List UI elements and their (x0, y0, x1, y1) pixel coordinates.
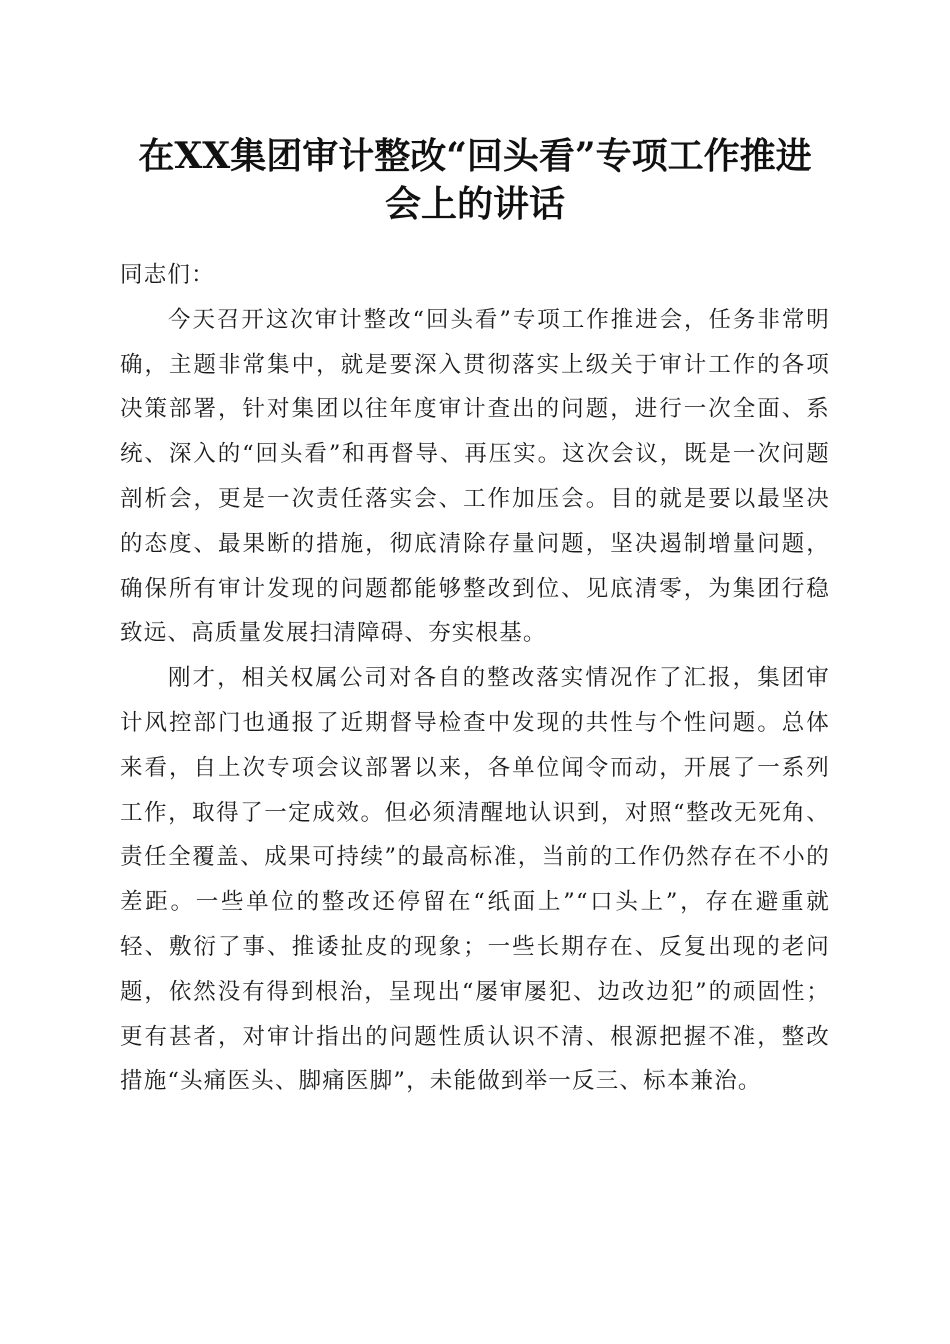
document-body (120, 253, 830, 1104)
salutation: 同志们： (120, 262, 215, 288)
title-line-1: 在XX集团审计整改“回头看”专项工作推进 (138, 135, 812, 177)
paragraph-1: 今天召开这次审计整改“回头看”专项工作推进会，任务非常明确，主题非常集中，就是要深入贯彻落实上级关于审计工作的各项决策部署，针对集团以往年度审计查出的问题，进行一次全面、系统、深入的“回头看”和再督导、再压实。这次会议，既是一次问题剖析会，更是一次责任落实会、工作加压会。目的就是要以最坚决的态度、最果断的措施，彻底清除存量问题，坚决遏制增量问题，确保所有审计发现的问题都能够整改到位、见底清零，为集团行稳致远、高质量发展扫清障碍、夯实根基。 (120, 306, 830, 647)
title-line-2: 会上的讲话 (384, 183, 565, 225)
paragraph-2: 刚才，相关权属公司对各自的整改落实情况作了汇报，集团审计风控部门也通报了近期督导检查中发现的共性与个性问题。总体来看，自上次专项会议部署以来，各单位闻令而动，开展了一系列工作，取得了一定成效。但必须清醒地认识到，对照“整改无死角、责任全覆盖、成果可持续”的最高标准，当前的工作仍然存在不小的差距。一些单位的整改还停留在“纸面上”“口头上”，存在避重就轻、敷衍了事、推诿扯皮的现象；一些长期存在、反复出现的老问题，依然没有得到根治，呈现出“屡审屡犯、边改边犯”的顽固性；更有甚者，对审计指出的问题性质认识不清、根源把握不准，整改措施“头痛医头、脚痛医脚”，未能做到举一反三、标本兼治。 (120, 665, 830, 1095)
document-title (110, 132, 840, 228)
